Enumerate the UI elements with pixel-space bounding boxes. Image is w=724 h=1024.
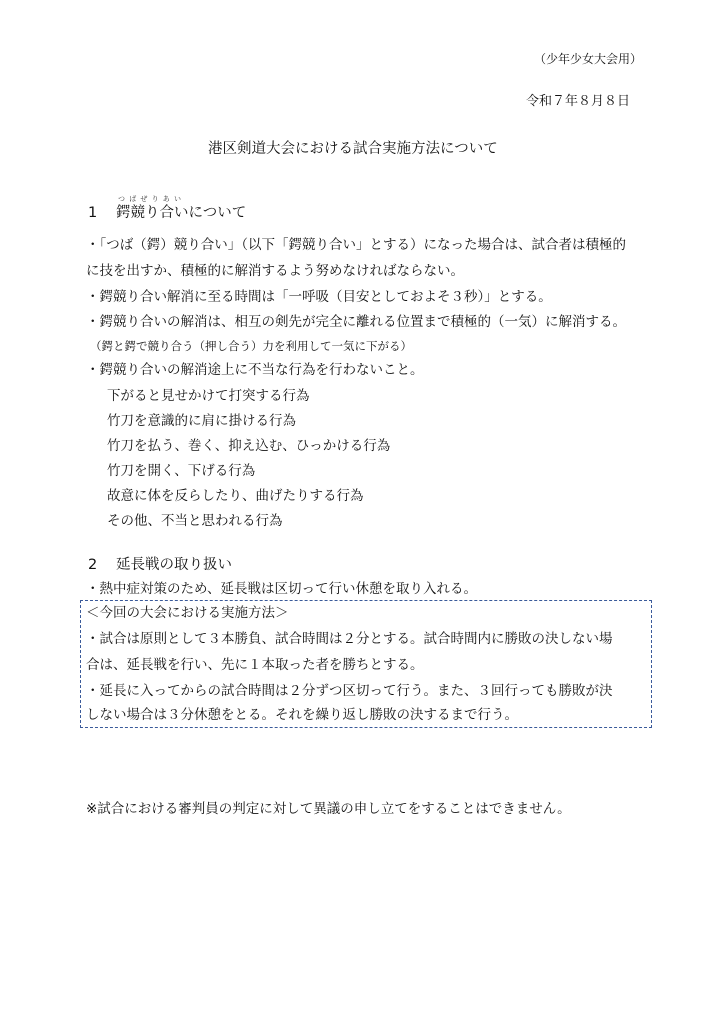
prohibited-act-item: 竹刀を開く、下げる行為 <box>107 463 256 479</box>
prohibited-act-item: その他、不当と思われる行為 <box>107 513 283 529</box>
prohibited-act-item: 故意に体を反らしたり、曲げたりする行為 <box>107 488 364 504</box>
box-line: ・試合は原則として３本勝負、試合時間は２分とする。試合時間内に勝敗の決しない場 <box>86 631 613 647</box>
section-1-line: に技を出すか、積極的に解消するよう努めなければならない。 <box>86 263 464 279</box>
section-1-line: ・鍔競り合いの解消途上に不当な行為を行わないこと。 <box>86 362 424 378</box>
section-1-note: （鍔と鍔で競り合う（押し合う）力を利用して一気に下がる） <box>90 339 412 353</box>
box-line: 合は、延長戦を行い、先に１本取った者を勝ちとする。 <box>86 657 424 673</box>
box-line: ・延長に入ってからの試合時間は２分ずつ区切って行う。また、３回行っても勝敗が決 <box>86 683 613 699</box>
prohibited-act-item: 竹刀を払う、巻く、抑え込む、ひっかける行為 <box>107 438 391 454</box>
document-title: 港区剣道大会における試合実施方法について <box>208 141 498 157</box>
prohibited-act-item: 下がると見せかけて打突する行為 <box>107 388 310 404</box>
section-2-number: 2 <box>88 557 98 573</box>
prohibited-act-item: 竹刀を意識的に肩に掛ける行為 <box>107 413 296 429</box>
section-1-ruby: つばぜりあい <box>118 195 186 203</box>
section-1-title: 鍔競り合いについて <box>116 205 247 221</box>
section-1-line: ・「つば（鍔）競り合い」（以下「鍔競り合い」とする）になった場合は、試合者は積極的 <box>86 237 626 253</box>
section-1-line: ・鍔競り合いの解消は、相互の剣先が完全に離れる位置まで積極的（一気）に解消する。 <box>86 314 626 330</box>
section-2-heading <box>88 556 232 574</box>
box-heading: ＜今回の大会における実施方法＞ <box>86 605 289 621</box>
section-1-number: 1 <box>88 205 98 221</box>
box-line: しない場合は３分休憩をとる。それを繰り返し勝敗の決するまで行う。 <box>86 707 518 723</box>
section-2-line: ・熱中症対策のため、延長戦は区切って行い休憩を取り入れる。 <box>86 581 477 597</box>
section-1-heading <box>88 195 247 222</box>
footer-note: ※試合における審判員の判定に対して異議の申し立てをすることはできません。 <box>86 801 571 817</box>
document-date: 令和７年８月８日 <box>526 94 631 109</box>
section-2-title: 延長戦の取り扱い <box>116 557 232 573</box>
event-category-label: （少年少女大会用） <box>534 52 643 66</box>
section-1-line: ・鍔競り合い解消に至る時間は「一呼吸（目安としておよそ３秒）」とする。 <box>86 289 552 305</box>
